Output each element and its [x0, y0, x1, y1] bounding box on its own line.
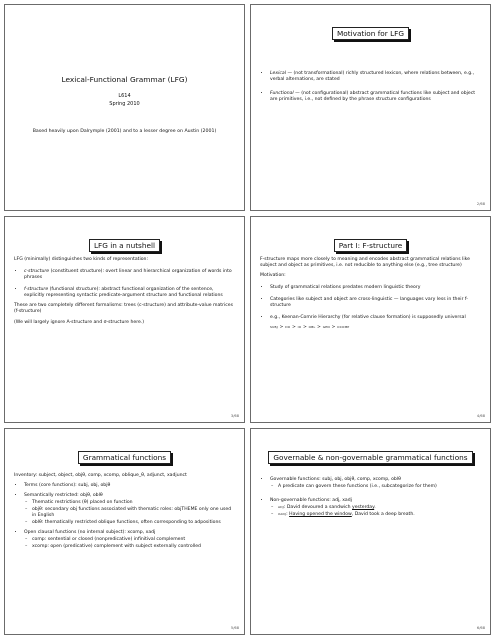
- page-number: 2/68: [476, 202, 485, 206]
- slide-grammatical-functions: [4, 428, 245, 635]
- list-item: • Study of grammatical relations predates modern linguistic theory: [270, 285, 481, 291]
- slide-heading: Part I: F-structure: [334, 239, 408, 252]
- page-number: 4/68: [476, 414, 485, 418]
- slide-body: [14, 473, 235, 554]
- slide-heading: Motivation for LFG: [332, 27, 409, 40]
- slide-body: [260, 71, 481, 107]
- list-item: • Non-governable functions: adj, xadj – adj: David devoured a sandwich yesterday. – xadj: Having opened the window, David took a deep breath.: [270, 498, 481, 518]
- slide-fstructure: [250, 216, 491, 423]
- paragraph: These are two completely different formalisms: trees (c-structure) and attribute-value matrices (f-structure): [14, 303, 234, 314]
- sub-item: – Thematic restrictions (θ) placed on function: [32, 500, 235, 506]
- sub-item: – xcomp: open (predicative) complement with subject externally controlled: [32, 544, 235, 550]
- source-note: Based heavily upon Dalrymple (2001) and to a lesser degree on Austin (2001): [32, 129, 217, 134]
- sub-item: – adj: David devoured a sandwich yesterday.: [278, 505, 481, 511]
- hierarchy: subj > do > io > obl > gen > ocomp: [270, 325, 350, 330]
- paragraph: (We will largely ignore A-structure and σ-structure here.): [14, 320, 145, 325]
- page-number: 6/68: [476, 626, 485, 630]
- paragraph: F-structure maps more closely to meaning and encodes abstract grammatical relations like subject and object as primitives, i.e. not reducible to anything else (e.g., tree structure): [260, 257, 470, 268]
- inventory: Inventory: subject, object, objθ, comp, xcomp, oblique_θ, adjunct, xadjunct: [14, 473, 187, 478]
- list-item: • Categories like subject and object are cross-linguistic — languages vary less in their f-structure: [270, 297, 481, 309]
- page-number: 5/68: [230, 626, 239, 630]
- term: Spring 2010: [109, 101, 140, 107]
- list-item: • e.g., Keenan-Comrie Hierarchy (for relative clause formation) is supposedly universal: [270, 315, 481, 321]
- course-code: L614: [118, 93, 131, 99]
- list-item: • Semantically restricted: objθ, oblθ – Thematic restrictions (θ) placed on function – objθ: secondary obj functions associated with thematic roles: objTHEME only one used in English – oblθ: thematically restricted oblique functions, often corresponding to adpositions: [24, 493, 235, 526]
- list-item: • Functional — (not configurational) abstract grammatical functions like subject and object are primitives, i.e., not defined by the phrase structure configurations: [270, 91, 481, 103]
- slide-body: [14, 257, 235, 329]
- slide-heading: LFG in a nutshell: [89, 239, 160, 252]
- slide-nutshell: [4, 216, 245, 423]
- slide-motivation: [250, 4, 491, 211]
- paragraph: Motivation:: [260, 273, 286, 278]
- list-item: • Open clausal functions (no internal subject): xcomp, xadj – comp: sentential or closed (nonpredicative) infinitival complement – xcomp: open (predicative) complement with subject externally controlled: [24, 530, 235, 550]
- sub-item: – comp: sentential or closed (nonpredicative) infinitival complement: [32, 537, 235, 543]
- sub-item: – A predicate can govern these functions (i.e., subcategorize for them): [278, 484, 481, 490]
- slide-heading: Grammatical functions: [78, 451, 171, 464]
- slide-body: [260, 257, 481, 334]
- page-number: 3/68: [230, 414, 239, 418]
- slide-body: [260, 477, 481, 522]
- sub-item: – oblθ: thematically restricted oblique functions, often corresponding to adpositions: [32, 520, 235, 526]
- list-item: • Lexical — (not transformational) richly structured lexicon, where relations between, e.g., verbal alternations, are stated: [270, 71, 481, 83]
- sub-item: – xadj: Having opened the window, David took a deep breath.: [278, 512, 481, 518]
- deck-title: Lexical-Functional Grammar (LFG): [61, 75, 188, 84]
- slide-governable: [250, 428, 491, 635]
- sub-item: – objθ: secondary obj functions associated with thematic roles: objTHEME only one used in English: [32, 507, 235, 519]
- list-item: • Governable functions: subj, obj, objθ, comp, xcomp, oblθ – A predicate can govern these functions (i.e., subcategorize for them): [270, 477, 481, 490]
- list-item: • c-structure (constituent structure): overt linear and hierarchical organization of words into phrases: [24, 269, 235, 281]
- intro-text: LFG (minimally) distinguishes two kinds of representation:: [14, 257, 149, 262]
- list-item: • f-structure (functional structure): abstract functional organization of the sentence, explicitly representing syntactic predicate-argument structure and functional relations: [24, 287, 235, 299]
- list-item: • Terms (core functions): subj, obj, objθ: [24, 483, 235, 489]
- slide-heading: Governable & non-governable grammatical functions: [268, 451, 472, 464]
- slide-title: [4, 4, 245, 211]
